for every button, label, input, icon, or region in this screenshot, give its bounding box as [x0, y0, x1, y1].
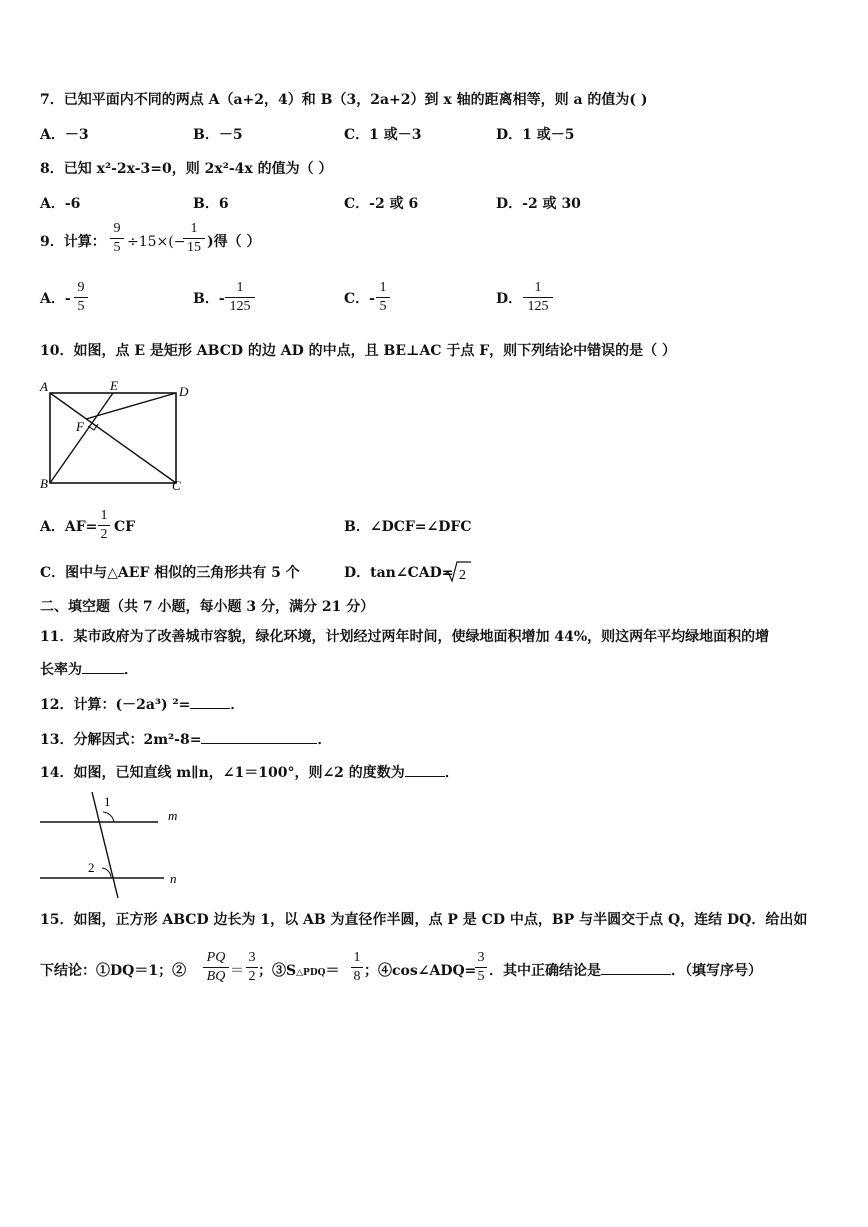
- angle-1-label: 1: [104, 794, 111, 809]
- q9-option-d-fraction: 1 125: [523, 280, 553, 315]
- q10-rectangle-figure: [36, 376, 196, 496]
- q10-option-b: B．∠DCF=∠DFC: [344, 519, 472, 535]
- q15-line2-d: ．其中正确结论是 ．（填写序号）: [489, 963, 762, 979]
- q9-option-a-label: A．-: [40, 291, 71, 307]
- q10-option-a-pre: A．AF=: [40, 519, 98, 535]
- q15-line2-c: ；④cos∠ADQ=: [364, 963, 477, 979]
- q11-line2: 长率为 ．: [40, 662, 138, 678]
- q12-answer-blank[interactable]: [190, 708, 230, 709]
- label-D: D: [179, 384, 189, 399]
- line-m-label: m: [168, 808, 178, 823]
- q7-option-a: A．－3: [40, 127, 89, 143]
- q9-fraction-2: 1 15: [183, 221, 205, 256]
- q10-option-a-fraction: 1 2: [98, 508, 110, 543]
- q7-option-b: B．－5: [193, 127, 243, 143]
- q15-fraction-1-8: 1 8: [351, 950, 363, 985]
- label-A: A: [40, 379, 48, 394]
- q7-option-c: C．1 或－3: [344, 127, 422, 143]
- q8-option-b: B．6: [193, 196, 229, 212]
- q9-prefix: 9．计算：: [40, 234, 106, 250]
- q13: 13．分解因式：2m²-8= ．: [40, 732, 332, 748]
- q15-fraction-pq-bq: PQ BQ: [203, 950, 229, 985]
- q9-option-d-label: D．: [496, 291, 523, 307]
- q10-option-a-post: CF: [114, 519, 136, 535]
- q15-line2-b: ；③S△PDQ＝: [258, 963, 340, 979]
- q14-answer-blank[interactable]: [405, 776, 445, 777]
- q8-option-d: D．-2 或 30: [496, 196, 581, 212]
- q15-line1: 15．如图，正方形 ABCD 边长为 1，以 AB 为直径作半圆，点 P 是 CD 中点，BP 与半圆交于点 Q，连结 DQ．给出如: [40, 912, 808, 928]
- q9-option-b-label: B．-: [193, 291, 225, 307]
- q11-answer-blank[interactable]: [82, 673, 124, 674]
- q8-option-c: C．-2 或 6: [344, 196, 419, 212]
- label-F: F: [76, 419, 84, 434]
- q15-fraction-3-5: 3 5: [475, 950, 487, 985]
- q7-stem: 7．已知平面内不同的两点 A（a+2，4）和 B（3，2a+2）到 x 轴的距离相等，则 a 的值为( ): [40, 92, 648, 108]
- q15-fraction-3-2: 3 2: [246, 950, 258, 985]
- sqrt-radicand: 2: [459, 568, 466, 583]
- q9-mid: ÷15×(−: [127, 234, 186, 250]
- q15-line2-a: 下结论：①DQ＝1；②: [40, 963, 187, 979]
- q10-option-d-pre: D．tan∠CAD=: [344, 565, 454, 581]
- q15-answer-blank[interactable]: [601, 974, 671, 975]
- angle-2-label: 2: [88, 860, 95, 875]
- q15-eq1: ＝: [230, 963, 244, 979]
- label-E: E: [110, 378, 118, 393]
- q7-option-d: D．1 或－5: [496, 127, 575, 143]
- q12: 12．计算：(－2a³) ²= ．: [40, 697, 245, 713]
- label-B: B: [40, 476, 48, 491]
- q9-option-a-fraction: 9 5: [74, 280, 88, 315]
- q9-suffix: )得（ ）: [207, 234, 261, 250]
- q8-option-a: A．-6: [40, 196, 81, 212]
- line-n-label: n: [170, 871, 177, 886]
- q14-parallel-lines-figure: [36, 788, 196, 900]
- q14: 14．如图，已知直线 m∥n，∠1＝100°，则∠2 的度数为 ．: [40, 765, 459, 781]
- label-C: C: [172, 478, 181, 493]
- q10-option-c: C．图中与△AEF 相似的三角形共有 5 个: [40, 565, 300, 581]
- q8-stem: 8．已知 x²-2x-3=0，则 2x²-4x 的值为（ ）: [40, 161, 333, 177]
- sqrt-icon: [444, 560, 472, 584]
- section-2-heading: 二、填空题（共 7 小题，每小题 3 分，满分 21 分）: [40, 599, 375, 615]
- q9-fraction-1: 9 5: [110, 221, 124, 256]
- q9-option-c-label: C．-: [344, 291, 375, 307]
- q9-option-b-fraction: 1 125: [225, 280, 255, 315]
- q10-stem: 10．如图，点 E 是矩形 ABCD 的边 AD 的中点，且 BE⊥AC 于点 F，则下列结论中错误的是（ ）: [40, 343, 677, 359]
- q13-answer-blank[interactable]: [201, 743, 317, 744]
- q9-option-c-fraction: 1 5: [376, 280, 390, 315]
- q11-line1: 11．某市政府为了改善城市容貌，绿化环境，计划经过两年时间，使绿地面积增加 44%，则这两年平均绿地面积的增: [40, 629, 770, 645]
